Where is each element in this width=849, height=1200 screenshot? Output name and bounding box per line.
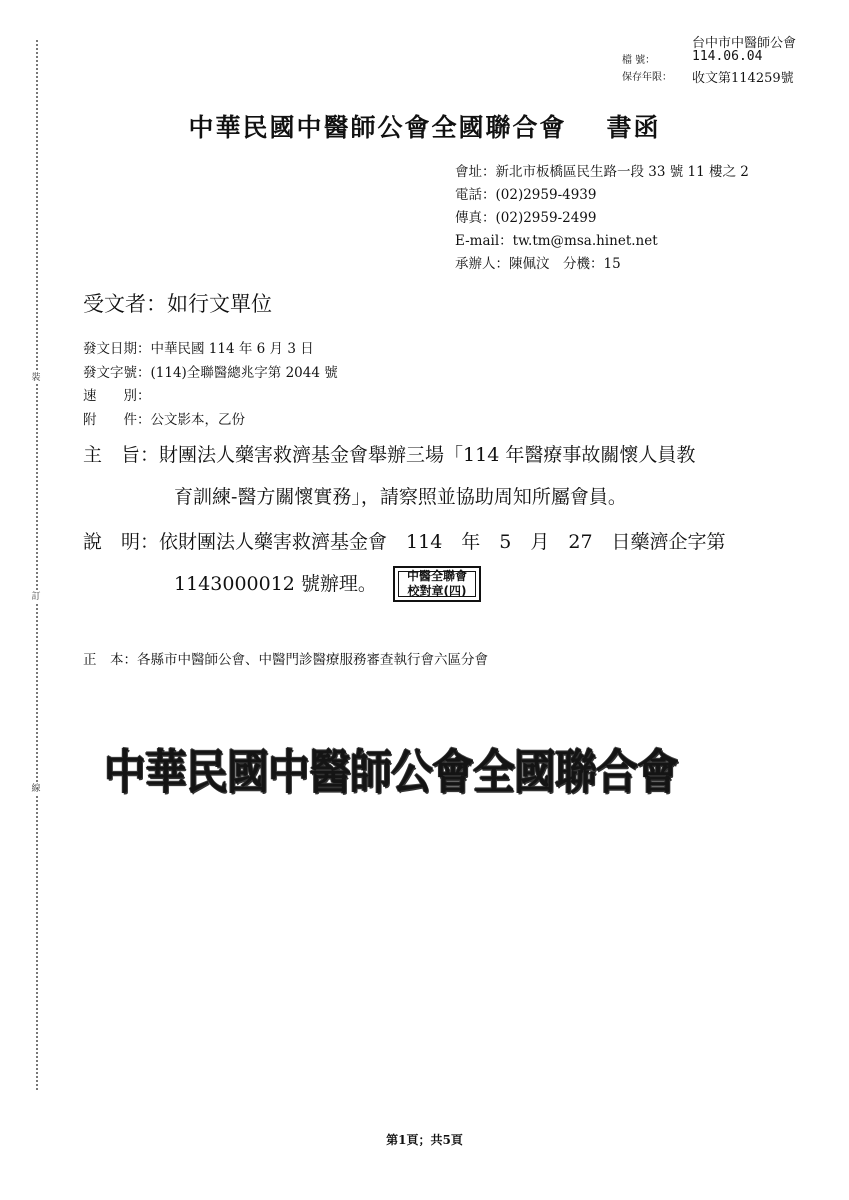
meta-attachment: 附 件：公文影本，乙份 bbox=[83, 411, 245, 428]
explanation-line-1: 說 明：依財團法人藥害救濟基金會 114 年 5 月 27 日藥濟企字第 bbox=[83, 531, 726, 553]
subject-line-2: 育訓練-醫方關懷實務」，請察照並協助周知所屬會員。 bbox=[174, 486, 627, 508]
binding-mark-ding: 訂 bbox=[29, 591, 43, 603]
document-title bbox=[0, 108, 849, 144]
sender-email: E-mail：tw.tm@msa.hinet.net bbox=[455, 233, 658, 249]
sender-contact: 承辦人：陳佩汶 分機：15 bbox=[455, 256, 621, 272]
archive-receipt: 收文第114259號 bbox=[692, 71, 794, 86]
meta-speed: 速 別： bbox=[83, 388, 151, 404]
organization-seal: 中華民國中醫師公會全國聯合會 bbox=[104, 744, 679, 800]
sender-info bbox=[455, 161, 749, 276]
doc-type: 書函 bbox=[606, 113, 661, 142]
archive-org: 台中市中醫師公會 bbox=[692, 36, 797, 51]
archive-file-label: 檔 號： bbox=[622, 55, 656, 66]
page-number: 第1頁；共5頁 bbox=[386, 1133, 463, 1147]
binding-mark-xian: 線 bbox=[29, 783, 43, 795]
archive-file-number: 114.06.04 bbox=[692, 49, 763, 64]
document-meta bbox=[83, 338, 338, 432]
subject-line-1: 主 旨：財團法人藥害救濟基金會舉辦三場「114 年醫療事故關懷人員教 bbox=[83, 444, 696, 466]
explanation-line-2: 1143000012 號辦理。 bbox=[174, 573, 377, 595]
meta-date: 發文日期：中華民國 114 年 6 月 3 日 bbox=[83, 341, 314, 357]
meta-reference: 發文字號：(114)全聯醫總兆字第 2044 號 bbox=[83, 364, 338, 381]
archive-stamp bbox=[620, 32, 840, 92]
proofreading-stamp: 中醫全聯會 校對章(四) bbox=[393, 566, 481, 602]
copy-to: 正 本：各縣市中醫師公會、中醫門診醫療服務審查執行會六區分會 bbox=[83, 652, 488, 668]
recipient: 受文者：如行文單位 bbox=[83, 292, 272, 316]
org-name: 中華民國中醫師公會全國聯合會 bbox=[188, 113, 567, 142]
binding-line bbox=[36, 40, 38, 1090]
binding-mark-zhuang: 裝 bbox=[29, 372, 43, 384]
sender-phone: 電話：(02)2959-4939 bbox=[455, 187, 597, 203]
sender-fax: 傳真：(02)2959-2499 bbox=[455, 210, 597, 226]
archive-retention-label: 保存年限： bbox=[622, 72, 672, 83]
sender-address: 會址：新北市板橋區民生路一段 33 號 11 樓之 2 bbox=[455, 164, 749, 180]
